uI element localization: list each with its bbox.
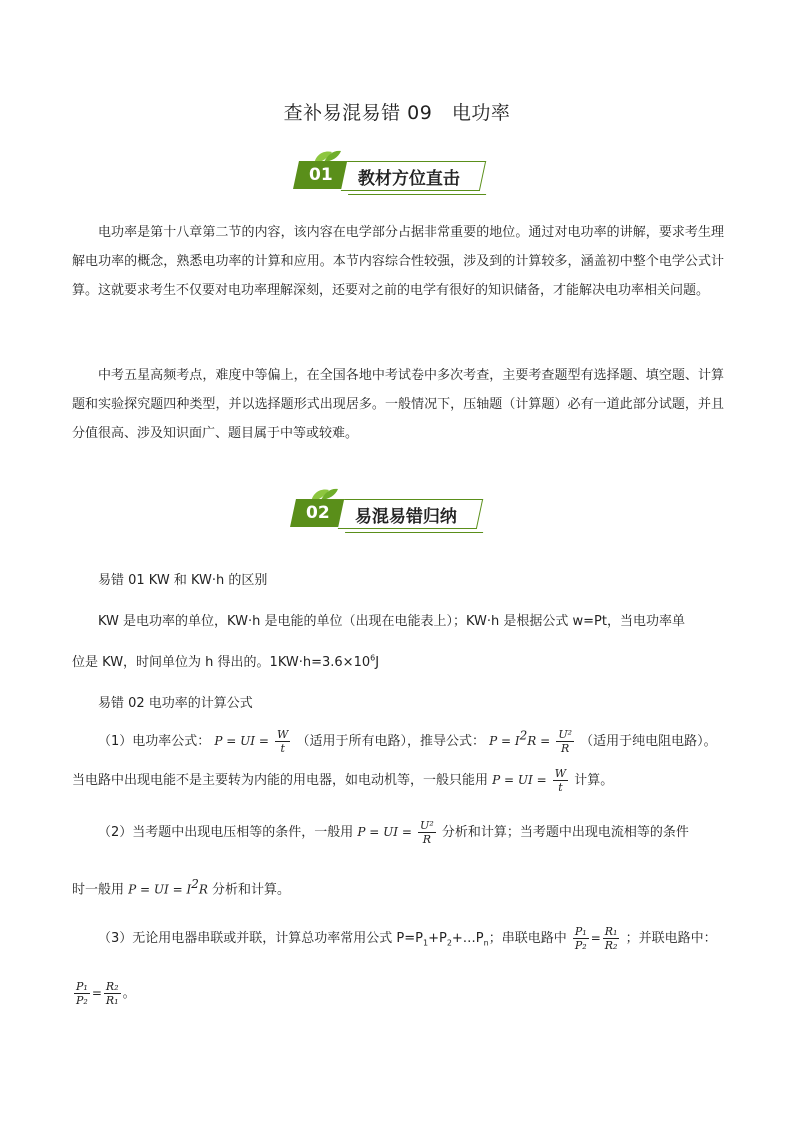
error-02-heading: 易错 02 电功率的计算公式	[98, 696, 253, 711]
error-01-heading: 易错 01 KW 和 KW·h 的区别	[98, 573, 268, 588]
section-number: 01	[293, 161, 349, 189]
fraction: $\frac{\text{R₁}}{\text{R₂}}$	[604, 925, 618, 952]
fraction: $\frac{\text{U²}}{R}$	[558, 728, 573, 755]
formula-item-3-line-2: $\frac{\text{P₁}}{\text{P₂}}$ = $\frac{\text{R₂}}{\text{R₁}}$ 。	[76, 980, 136, 1007]
formula-item-1: （1）电功率公式： P = UI = $\frac{W}{t}$ （适用于所有电路），推导公式： $P = I^2R$ = $\frac{\text{U²}}{R}$ （适用于纯电阻电路）。	[98, 728, 717, 755]
formula-item-2: （2）当考题中出现电压相等的条件，一般用 P = UI = $\frac{\text{U²}}{R}$ 分析和计算；当考题中出现电流相等的条件	[98, 819, 689, 846]
error-01-line-2: 位是 KW，时间单位为 h 得出的。$1KW\cdot h=3.6\times 10^6J$	[72, 653, 380, 670]
fraction: $\frac{W}{t}$	[277, 728, 289, 755]
error-01-line-1: KW 是电功率的单位，KW·h 是电能的单位（出现在电能表上）；KW·h 是根据公式 w=Pt，当电功率单	[98, 614, 685, 629]
formula-item-3: （3）无论用电器串联或并联，计算总功率常用公式 $P=P_1+P_2+\dots P_n$；串联电路中 $\frac{\text{P₁}}{\text{P₂}}$ = $\frac{\text{R₁}}{\text{R₂}}$ ；并联电路中：	[98, 925, 717, 952]
formula-item-2-line-2: 时一般用 P = UI = $I^2R$ 分析和计算。	[72, 877, 291, 898]
fraction: $\frac{\text{P₁}}{\text{P₂}}$	[574, 925, 587, 952]
section-label: 易混易错归纳	[338, 499, 483, 529]
section-label: 教材方位直击	[341, 161, 486, 191]
intro-paragraph-2: 中考五星高频考点，难度中等偏上，在全国各地中考试卷中多次考查，主要考查题型有选择题、填空题、计算题和实验探究题四种类型，并以选择题形式出现居多。一般情况下，压轴题（计算题）必有一道此部分试题，并且分值很高、涉及知识面广、题目属于中等或较难。	[72, 368, 724, 441]
fraction: $\frac{\text{P₁}}{\text{P₂}}$	[76, 980, 88, 1007]
fraction: $\frac{W}{t}$	[554, 767, 567, 794]
section-banner-2	[293, 484, 503, 528]
fraction: $\frac{\text{R₂}}{\text{R₁}}$	[105, 980, 119, 1007]
intro-paragraph-1: 电功率是第十八章第二节的内容，该内容在电学部分占据非常重要的地位。通过对电功率的讲解，要求考生理解电功率的概念，熟悉电功率的计算和应用。本节内容综合性较强，涉及到的计算较多，涵盖初中整个电学公式计算。这就要求考生不仅要对电功率理解深刻，还要对之前的电学有很好的知识储备，才能解决电功率相关问题。	[72, 225, 724, 298]
formula-item-1-line-2: 当电路中出现电能不是主要转为内能的用电器，如电动机等，一般只能用 P = UI = $\frac{W}{t}$ 计算。	[72, 767, 614, 794]
page-title: 查补易混易错 09 电功率	[283, 102, 511, 124]
section-number: 02	[290, 499, 346, 527]
fraction: $\frac{\text{U²}}{R}$	[420, 819, 434, 846]
section-banner-1	[296, 146, 506, 190]
